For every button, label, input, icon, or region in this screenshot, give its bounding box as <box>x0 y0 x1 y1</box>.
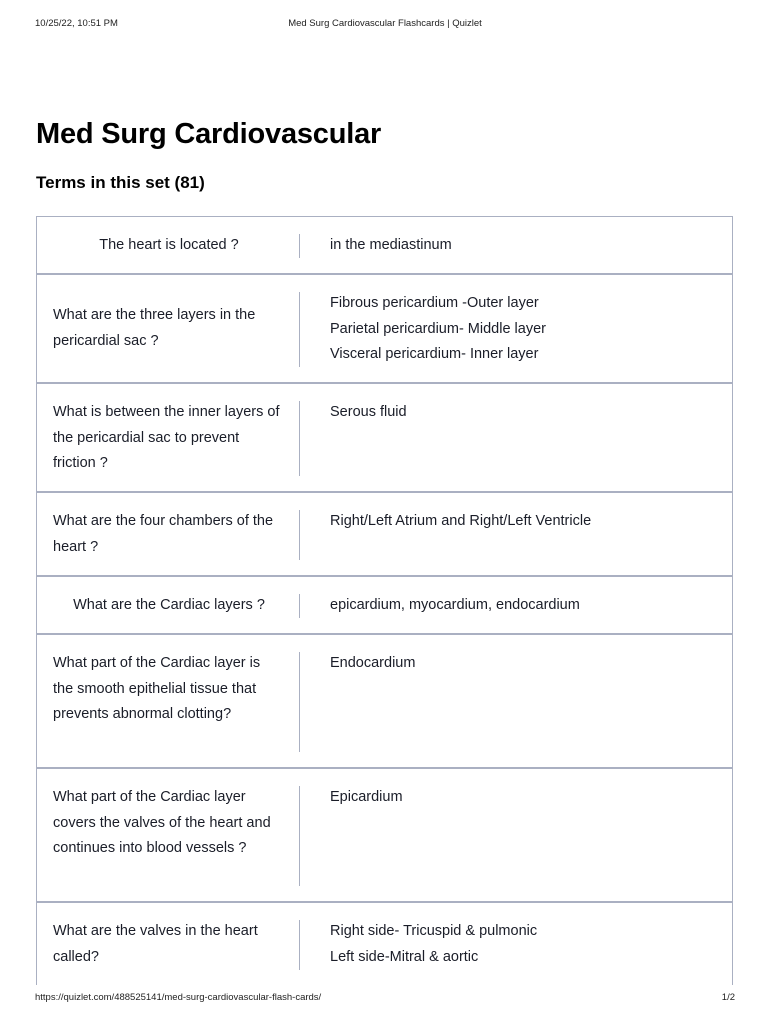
flashcard <box>37 275 732 384</box>
card-term: What are the valves in the heart called? <box>53 923 258 965</box>
card-divider <box>299 292 300 367</box>
page-title: Med Surg Cardiovascular <box>36 118 382 150</box>
card-term: What are the three layers in the pericardial sac ? <box>53 307 256 349</box>
flashcard <box>37 769 732 903</box>
print-header <box>35 18 735 32</box>
flashcard <box>37 577 732 635</box>
definition-line: in the mediastinum <box>330 237 452 253</box>
card-definition <box>330 593 720 619</box>
definition-line: Visceral pericardium- Inner layer <box>330 346 539 362</box>
flashcard <box>37 903 732 985</box>
card-divider <box>299 786 300 886</box>
definition-line: Epicardium <box>330 789 403 805</box>
card-term: The heart is located ? <box>99 237 239 253</box>
flashcard <box>37 384 732 493</box>
print-url: https://quizlet.com/488525141/med-surg-cardiovascular-flash-cards/ <box>35 992 322 1003</box>
card-term: What part of the Cardiac layer covers the valves of the heart and continues into blood vessels ? <box>53 789 271 856</box>
card-definition <box>330 509 720 535</box>
definition-line: Serous fluid <box>330 404 407 420</box>
card-term: What are the Cardiac layers ? <box>73 597 265 613</box>
definition-line: epicardium, myocardium, endocardium <box>330 597 580 613</box>
definition-line: Left side-Mitral & aortic <box>330 948 479 965</box>
card-definition <box>330 400 720 426</box>
definition-line: Right/Left Atrium and Right/Left Ventricle <box>330 513 592 529</box>
terms-heading: Terms in this set (81) <box>36 173 205 192</box>
card-definition <box>330 233 720 259</box>
definition-line: Endocardium <box>330 655 416 671</box>
card-divider <box>299 920 300 970</box>
card-divider <box>299 510 300 560</box>
card-term: What is between the inner layers of the pericardial sac to prevent friction ? <box>53 404 280 471</box>
flashcard <box>37 217 732 275</box>
card-definition <box>330 651 720 677</box>
card-divider <box>299 652 300 752</box>
print-footer <box>35 992 735 1006</box>
card-definition <box>330 291 720 368</box>
card-divider <box>299 234 300 258</box>
page-number: 1/2 <box>721 992 735 1003</box>
card-definition <box>330 785 720 811</box>
definition-line: Right side- Tricuspid & pulmonic <box>330 923 538 939</box>
card-divider <box>299 401 300 476</box>
definition-line: Parietal pericardium- Middle layer <box>330 320 546 337</box>
card-definition <box>330 919 720 970</box>
print-doc-title: Med Surg Cardiovascular Flashcards | Quizlet <box>288 18 482 29</box>
flashcard <box>37 493 732 577</box>
card-term: What are the four chambers of the heart ? <box>53 513 274 555</box>
card-term: What part of the Cardiac layer is the smooth epithelial tissue that prevents abnormal clotting? <box>53 655 261 722</box>
definition-line: Fibrous pericardium -Outer layer <box>330 295 539 311</box>
card-divider <box>299 594 300 618</box>
flashcard-list <box>36 216 733 985</box>
print-datetime: 10/25/22, 10:51 PM <box>35 18 118 29</box>
flashcard <box>37 635 732 769</box>
